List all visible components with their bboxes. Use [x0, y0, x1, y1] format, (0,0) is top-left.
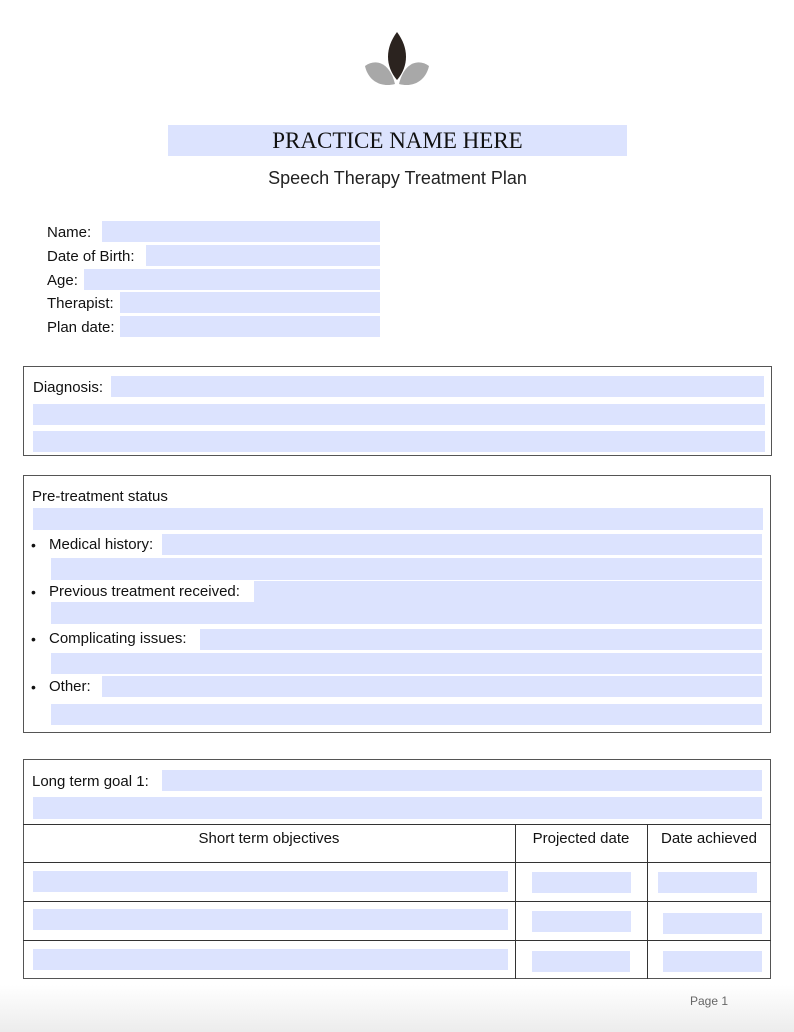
medical-history-label: Medical history: — [49, 536, 154, 553]
column-header-date-achieved: Date achieved — [661, 830, 757, 847]
bullet: • — [31, 679, 36, 695]
table-row-divider — [23, 901, 771, 902]
table-row-divider — [23, 940, 771, 941]
objective-field[interactable] — [33, 949, 508, 970]
name-field[interactable] — [102, 221, 380, 242]
diagnosis-field-1[interactable] — [111, 376, 764, 397]
objective-field[interactable] — [33, 909, 508, 930]
medical-history-field-2[interactable] — [51, 558, 762, 580]
diagnosis-field-2[interactable] — [33, 404, 765, 425]
projected-date-field[interactable] — [532, 911, 631, 932]
plan-date-field[interactable] — [120, 316, 380, 337]
page-footer — [0, 985, 794, 1032]
long-term-goal-field-2[interactable] — [33, 797, 762, 819]
projected-date-field[interactable] — [532, 872, 631, 893]
therapist-label: Therapist: — [47, 295, 114, 312]
page-number: Page 1 — [690, 994, 729, 1008]
previous-treatment-label: Previous treatment received: — [49, 583, 240, 600]
age-label: Age: — [47, 272, 78, 289]
document-subtitle: Speech Therapy Treatment Plan — [268, 168, 527, 188]
other-field-2[interactable] — [51, 704, 762, 725]
complicating-issues-field-2[interactable] — [51, 653, 762, 674]
pretreatment-title: Pre-treatment status — [32, 488, 168, 505]
date-achieved-field[interactable] — [663, 951, 762, 972]
pretreatment-field[interactable] — [33, 508, 763, 530]
plan-date-label: Plan date: — [47, 319, 115, 336]
medical-history-field-1[interactable] — [162, 534, 762, 555]
bullet: • — [31, 584, 36, 600]
date-achieved-field[interactable] — [663, 913, 762, 934]
practice-name: PRACTICE NAME HERE — [272, 128, 523, 153]
complicating-issues-field-1[interactable] — [200, 629, 762, 650]
diagnosis-field-3[interactable] — [33, 431, 765, 452]
table-row-divider — [23, 862, 771, 863]
long-term-goal-label: Long term goal 1: — [32, 773, 149, 790]
complicating-issues-label: Complicating issues: — [49, 630, 187, 647]
objective-field[interactable] — [33, 871, 508, 892]
previous-treatment-field-2[interactable] — [51, 602, 762, 624]
dob-field[interactable] — [146, 245, 380, 266]
previous-treatment-field-1[interactable] — [254, 581, 762, 602]
column-header-projected-date: Projected date — [532, 830, 630, 847]
column-header-objectives: Short term objectives — [198, 830, 340, 847]
other-field-1[interactable] — [102, 676, 762, 697]
age-field[interactable] — [84, 269, 380, 290]
name-label: Name: — [47, 224, 92, 241]
projected-date-field[interactable] — [532, 951, 630, 972]
dob-label: Date of Birth: — [47, 248, 135, 265]
bullet: • — [31, 537, 36, 553]
long-term-goal-field-1[interactable] — [162, 770, 762, 791]
date-achieved-field[interactable] — [658, 872, 757, 893]
table-border-top — [23, 824, 771, 825]
leaf-logo-icon — [362, 28, 432, 90]
bullet: • — [31, 631, 36, 647]
diagnosis-label: Diagnosis: — [33, 379, 104, 396]
therapist-field[interactable] — [120, 292, 380, 313]
goal-section — [23, 759, 771, 979]
other-label: Other: — [49, 678, 91, 695]
